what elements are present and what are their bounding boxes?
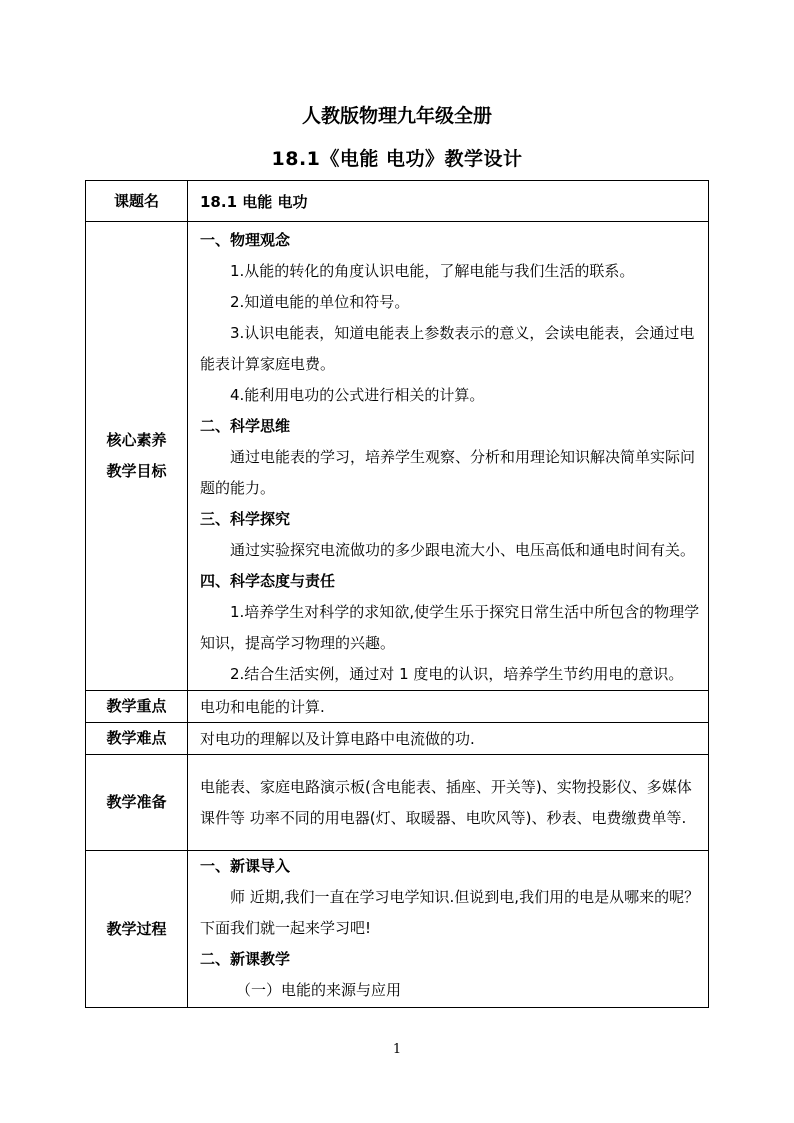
goals-row (86, 222, 709, 691)
section-heading: 二、科学思维 (200, 417, 291, 435)
document-subtitle: 18.1《电能 电功》教学设计 (271, 148, 523, 170)
topic-label: 课题名 (86, 181, 188, 222)
section-heading: 一、新课导入 (200, 857, 291, 875)
goal-text: 通过电能表的学习，培养学生观察、分析和用理论知识解决简单实际问题的能力。 (200, 448, 696, 497)
section-heading: 一、物理观念 (200, 231, 291, 249)
section-heading: 三、科学探究 (200, 510, 291, 528)
goal-item: 1.培养学生对科学的求知欲,使学生乐于探究日常生活中所包含的物理学知识，提高学习物理的兴趣。 (200, 603, 700, 652)
difficulty-row (86, 723, 709, 755)
goal-item: 1.从能的转化的角度认识电能，了解电能与我们生活的联系。 (230, 262, 635, 280)
prep-value: 电能表、家庭电路演示板(含电能表、插座、开关等)、实物投影仪、多媒体课件等 功率不同的用电器(灯、取暖器、电吹风等)、秒表、电费缴费单等. (188, 755, 709, 851)
goals-label-line2: 教学目标 (106, 462, 167, 480)
prep-row (86, 755, 709, 851)
lesson-plan-table (85, 180, 709, 1008)
difficulty-label: 教学难点 (86, 723, 188, 755)
goals-label-line1: 核心素养 (106, 431, 167, 449)
goal-item: 4.能利用电功的公式进行相关的计算。 (230, 386, 485, 404)
process-text: 师 近期,我们一直在学习电学知识.但说到电,我们用的电是从哪来的呢？下面我们就一起来学习吧! (200, 888, 700, 937)
goal-text: 通过实验探究电流做功的多少跟电流大小、电压高低和通电时间有关。 (230, 541, 696, 559)
process-label: 教学过程 (86, 851, 188, 1008)
difficulty-value: 对电功的理解以及计算电路中电流做的功. (188, 723, 709, 755)
goals-content (188, 222, 709, 691)
goal-item: 3.认识电能表，知道电能表上参数表示的意义，会读电能表，会通过电能表计算家庭电费。 (200, 324, 695, 373)
goal-item: 2.知道电能的单位和符号。 (230, 293, 410, 311)
goal-item: 2.结合生活实例，通过对 1 度电的认识，培养学生节约用电的意识。 (230, 665, 684, 683)
topic-value: 18.1 电能 电功 (188, 181, 709, 222)
goals-label (86, 222, 188, 691)
focus-value: 电功和电能的计算. (188, 691, 709, 723)
section-heading: 四、科学态度与责任 (200, 572, 336, 590)
page-number: 1 (392, 1042, 402, 1057)
focus-row (86, 691, 709, 723)
prep-label: 教学准备 (86, 755, 188, 851)
topic-row (86, 181, 709, 222)
focus-label: 教学重点 (86, 691, 188, 723)
document-title: 人教版物理九年级全册 (301, 105, 492, 127)
process-row (86, 851, 709, 1008)
section-heading: 二、新课教学 (200, 950, 291, 968)
process-content (188, 851, 709, 1008)
process-subheading: （一）电能的来源与应用 (236, 981, 402, 999)
